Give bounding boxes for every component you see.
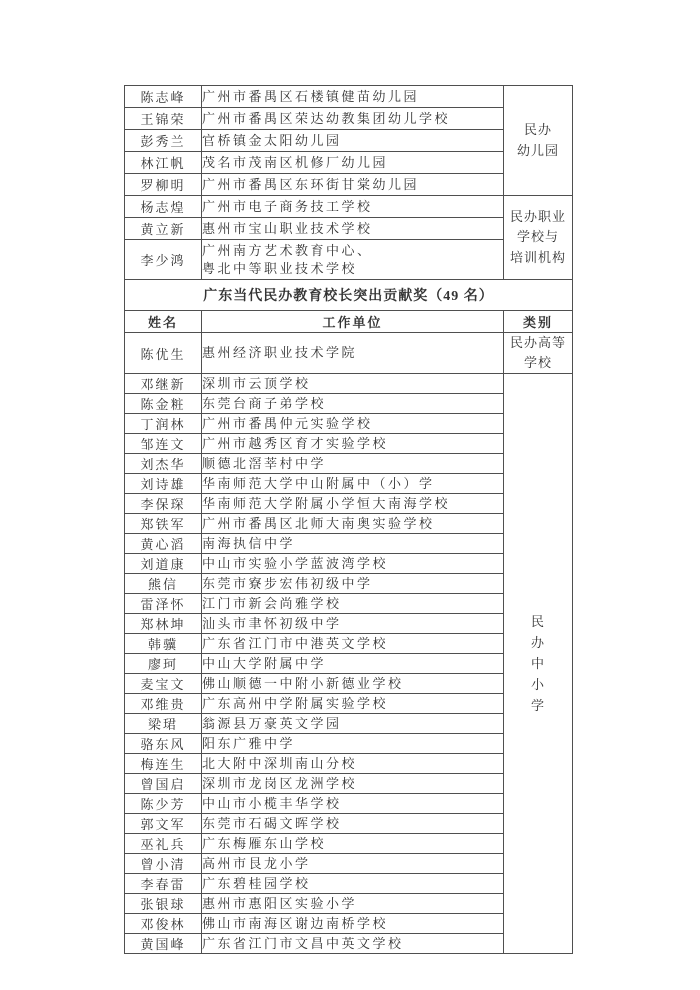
recipient-name: 张银球	[125, 894, 202, 914]
work-unit: 高州市艮龙小学	[202, 854, 504, 874]
work-unit: 阳东广雅中学	[202, 734, 504, 754]
work-unit: 广州市番禺区东环街甘棠幼儿园	[202, 174, 504, 196]
work-unit: 惠州市惠阳区实验小学	[202, 894, 504, 914]
recipient-name: 廖珂	[125, 654, 202, 674]
recipient-name: 麦宝文	[125, 674, 202, 694]
recipient-name: 熊信	[125, 574, 202, 594]
work-unit: 惠州市宝山职业技术学校	[202, 218, 504, 240]
work-unit: 广东高州中学附属实验学校	[202, 694, 504, 714]
recipient-name: 巫礼兵	[125, 834, 202, 854]
recipient-name: 韩骥	[125, 634, 202, 654]
category-cell: 民办职业 学校与 培训机构	[504, 196, 573, 280]
recipient-name: 陈志峰	[125, 86, 202, 108]
work-unit: 广州市番禺仲元实验学校	[202, 414, 504, 434]
work-unit: 广州市越秀区育才实验学校	[202, 434, 504, 454]
recipient-name: 邓维贵	[125, 694, 202, 714]
table-row	[125, 86, 573, 108]
work-unit: 佛山市南海区谢边南桥学校	[202, 914, 504, 934]
col-header-name: 姓名	[125, 311, 202, 333]
top-table-section	[125, 86, 573, 280]
recipient-name: 黄心滔	[125, 534, 202, 554]
work-unit: 江门市新会尚雅学校	[202, 594, 504, 614]
work-unit: 汕头市聿怀初级中学	[202, 614, 504, 634]
col-header-unit: 工作单位	[202, 311, 504, 333]
recipient-name: 彭秀兰	[125, 130, 202, 152]
awards-table-wrap	[124, 85, 572, 954]
recipient-name: 丁润林	[125, 414, 202, 434]
recipient-name: 郑铁军	[125, 514, 202, 534]
work-unit: 广州市电子商务技工学校	[202, 196, 504, 218]
work-unit: 中山市小榄丰华学校	[202, 794, 504, 814]
recipient-name: 杨志煌	[125, 196, 202, 218]
award-title-row	[125, 280, 573, 311]
table-row	[125, 196, 573, 218]
work-unit: 广州南方艺术教育中心、 粤北中等职业技术学校	[202, 240, 504, 280]
work-unit: 南海执信中学	[202, 534, 504, 554]
work-unit: 东莞台商子弟学校	[202, 394, 504, 414]
recipient-name: 罗柳明	[125, 174, 202, 196]
recipient-name: 李保琛	[125, 494, 202, 514]
recipient-name: 王锦荣	[125, 108, 202, 130]
category-cell: 民办 幼儿园	[504, 86, 573, 196]
work-unit: 广州市番禺区荣达幼教集团幼儿学校	[202, 108, 504, 130]
recipient-name: 雷泽怀	[125, 594, 202, 614]
recipient-name: 邓俊林	[125, 914, 202, 934]
work-unit: 广州市番禺区北师大南奥实验学校	[202, 514, 504, 534]
recipient-name: 黄立新	[125, 218, 202, 240]
work-unit: 广东省江门市中港英文学校	[202, 634, 504, 654]
award-title: 广东当代民办教育校长突出贡献奖（49 名）	[125, 280, 573, 311]
work-unit: 华南师范大学附属小学恒大南海学校	[202, 494, 504, 514]
category-cell: 民 办 中 小 学	[504, 374, 573, 954]
recipient-name: 刘诗雄	[125, 474, 202, 494]
recipient-name: 林江帆	[125, 152, 202, 174]
work-unit: 广州市番禺区石楼镇健苗幼儿园	[202, 86, 504, 108]
column-header-row	[125, 311, 573, 333]
recipient-name: 郭文军	[125, 814, 202, 834]
award-header-section	[125, 280, 573, 333]
recipient-name: 郑林坤	[125, 614, 202, 634]
work-unit: 东莞市石碣文晖学校	[202, 814, 504, 834]
recipient-name: 刘杰华	[125, 454, 202, 474]
recipient-name: 曾国启	[125, 774, 202, 794]
recipient-name: 李春雷	[125, 874, 202, 894]
work-unit: 官桥镇金太阳幼儿园	[202, 130, 504, 152]
work-unit: 中山大学附属中学	[202, 654, 504, 674]
table-row	[125, 333, 573, 374]
recipient-name: 骆东风	[125, 734, 202, 754]
work-unit: 广东省江门市文昌中英文学校	[202, 934, 504, 954]
work-unit: 翁源县万豪英文学园	[202, 714, 504, 734]
work-unit: 惠州经济职业技术学院	[202, 333, 504, 374]
recipient-name: 陈优生	[125, 333, 202, 374]
recipient-name: 陈少芳	[125, 794, 202, 814]
work-unit: 广东碧桂园学校	[202, 874, 504, 894]
work-unit: 深圳市云顶学校	[202, 374, 504, 394]
work-unit: 中山市实验小学蓝波湾学校	[202, 554, 504, 574]
work-unit: 东莞市寮步宏伟初级中学	[202, 574, 504, 594]
work-unit: 华南师范大学中山附属中（小）学	[202, 474, 504, 494]
recipient-name: 曾小清	[125, 854, 202, 874]
recipient-name: 陈金粧	[125, 394, 202, 414]
work-unit: 顺德北滘莘村中学	[202, 454, 504, 474]
recipient-name: 黄国峰	[125, 934, 202, 954]
recipient-name: 邹连文	[125, 434, 202, 454]
awards-table-section	[125, 333, 573, 954]
work-unit: 北大附中深圳南山分校	[202, 754, 504, 774]
col-header-category: 类别	[504, 311, 573, 333]
category-cell: 民办高等 学校	[504, 333, 573, 374]
recipient-name: 李少鸿	[125, 240, 202, 280]
table-row	[125, 374, 573, 394]
recipient-name: 刘道康	[125, 554, 202, 574]
work-unit: 广东梅雁东山学校	[202, 834, 504, 854]
work-unit: 佛山顺德一中附小新德业学校	[202, 674, 504, 694]
recipient-name: 梅连生	[125, 754, 202, 774]
recipient-name: 梁珺	[125, 714, 202, 734]
awards-table	[124, 85, 573, 954]
work-unit: 深圳市龙岗区龙洲学校	[202, 774, 504, 794]
recipient-name: 邓继新	[125, 374, 202, 394]
work-unit: 茂名市茂南区机修厂幼儿园	[202, 152, 504, 174]
